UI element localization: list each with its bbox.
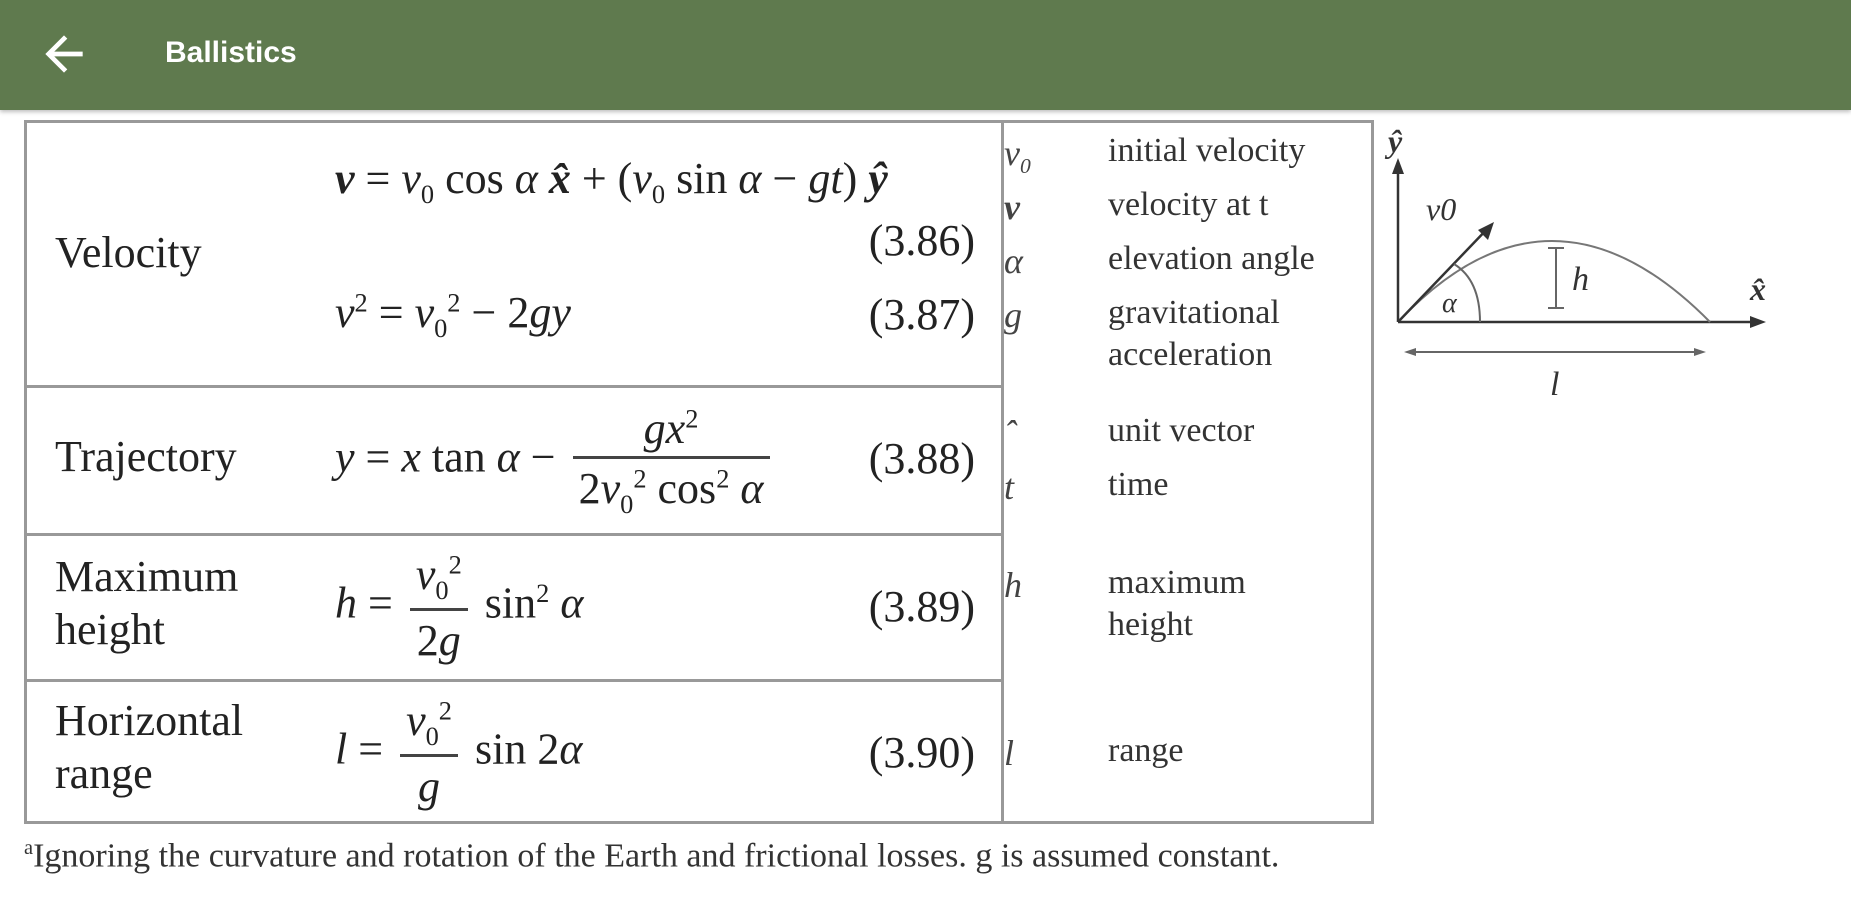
section-label-range: [55, 695, 243, 801]
range-label: l: [1550, 366, 1560, 403]
equation-number: (3.90): [868, 728, 975, 777]
legend-symbol: h: [1004, 565, 1022, 605]
section-label-max-height: [55, 551, 238, 657]
row-divider: [27, 533, 1001, 536]
label-line: Maximum: [55, 552, 239, 601]
equation-number: (3.89): [868, 582, 975, 631]
legend-symbol: v: [1004, 187, 1020, 227]
range-arrow-icon: [1404, 348, 1416, 356]
height-label: h: [1572, 261, 1589, 298]
app-bar: [0, 0, 1851, 110]
row-divider: [27, 679, 1001, 682]
legend-text: unit vector: [1108, 412, 1255, 449]
legend-text: range: [1108, 732, 1184, 769]
footnote: [24, 828, 1364, 876]
legend-symbol: ˆ: [1004, 413, 1016, 453]
footnote-text: Ignoring the curvature and rotation of the Earth and frictional losses. g is assumed constant.: [33, 837, 1280, 875]
equation-velocity-vector: $v = v_0$ cos α x̂ + ($v_0$ sin α − gt) ŷ: [335, 154, 888, 209]
x-axis-label: x̂: [1750, 271, 1766, 307]
legend-symbol: g: [1004, 295, 1022, 335]
y-axis-arrow-icon: [1392, 158, 1404, 174]
label-line: height: [55, 604, 165, 654]
angle-label: α: [1442, 288, 1457, 319]
equation-trajectory: y = x tan α − $\frac{gx^2}{2v_0^2 \cos^2 \alpha}$: [335, 403, 776, 520]
footnote-marker: a: [24, 837, 34, 859]
equation-number: (3.88): [868, 434, 975, 483]
v0-label: v0: [1426, 191, 1457, 227]
legend-text: elevation angle: [1108, 240, 1315, 277]
label-line: Horizontal: [55, 696, 244, 745]
legend-text: maximum height: [1108, 564, 1246, 643]
equation-velocity-squared: $v^2 = v_0^2 - 2gy$: [335, 287, 571, 343]
equation-max-height: h = $\frac{v_0^2}{2g}$ $\sin^2 \alpha$: [335, 549, 584, 665]
range-arrow-icon: [1694, 348, 1706, 356]
legend-symbol: l: [1004, 733, 1015, 773]
x-axis-arrow-icon: [1750, 316, 1766, 328]
y-axis-label: ŷ: [1388, 123, 1403, 159]
legend-symbol: α: [1004, 241, 1023, 281]
trajectory-diagram: [1380, 120, 1790, 420]
legend-text: initial velocity: [1108, 132, 1306, 169]
equation-range: l = $\frac{v_0^2}{g}$ sin 2α: [335, 695, 583, 811]
arrow-left-icon: [36, 26, 92, 82]
equation-number: (3.87): [868, 290, 975, 339]
section-label-velocity: Velocity: [55, 228, 202, 277]
label-line: range: [55, 748, 153, 798]
equation-number: (3.86): [868, 216, 975, 265]
back-button[interactable]: [36, 26, 92, 82]
row-divider: [27, 385, 1001, 388]
section-label-trajectory: Trajectory: [55, 432, 237, 481]
legend-symbol: t: [1004, 467, 1015, 507]
page-title: Ballistics: [165, 36, 297, 69]
legend-text: velocity at t: [1108, 186, 1269, 223]
legend-text: gravitational acceleration: [1108, 294, 1280, 373]
angle-arc: [1454, 264, 1480, 322]
legend-symbol: $v_0$: [1004, 133, 1031, 179]
legend-text: time: [1108, 466, 1169, 503]
